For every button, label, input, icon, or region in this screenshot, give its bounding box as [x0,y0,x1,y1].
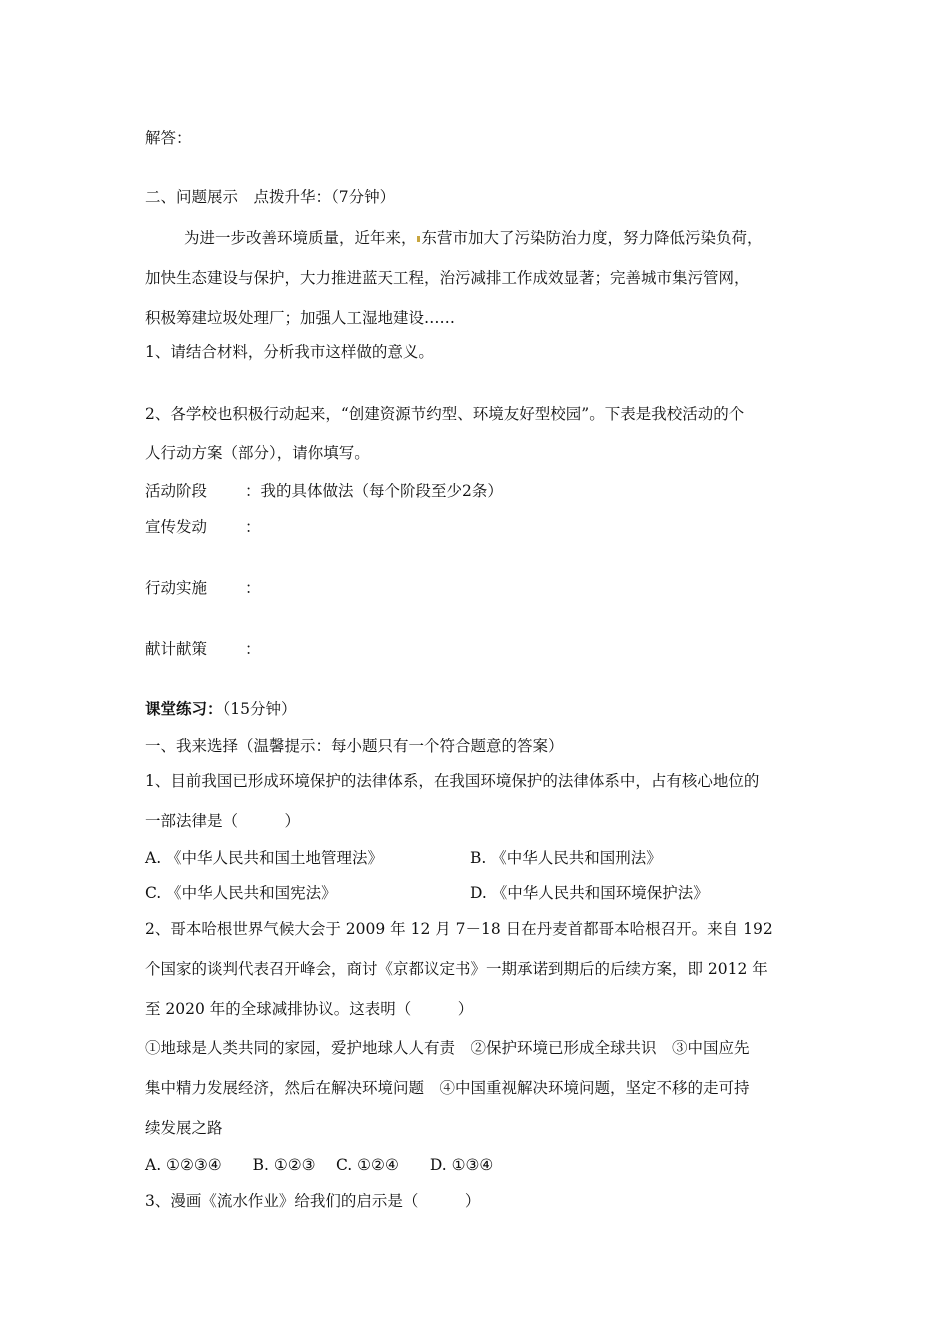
question-2-line2: 人行动方案（部分），请你填写。 [145,444,370,462]
material-paragraph-line2: 加快生态建设与保护，大力推进蓝天工程，治污减排工作成效显著；完善城市集污管网， [145,269,750,287]
mc-q2-line1: 2、哥本哈根世界气候大会于 2009 年 12 月 7－18 日在丹麦首都哥本哈根召开。来自 192 [145,920,773,938]
question-1: 1、请结合材料，分析我市这样做的意义。 [145,343,434,361]
mc-q2-statement-line3: 续发展之路 [145,1119,223,1137]
table-row-stage-1: 宣传发动 [145,518,208,536]
table-row-colon-2: ： [245,579,261,597]
mc-q3: 3、漫画《流水作业》给我们的启示是（ ） [145,1192,481,1210]
mc-q1-line1: 1、目前我国已形成环境保护的法律体系，在我国环境保护的法律体系中，占有核心地位的 [145,772,760,790]
mc-q1-option-d: D. 《中华人民共和国环境保护法》 [470,884,709,902]
mc-q2-options: A. ①②③④ B. ①②③ C. ①②④ D. ①③④ [145,1156,494,1174]
table-header-method: ：我的具体做法（每个阶段至少2条） [245,482,503,500]
question-2-line1: 2、各学校也积极行动起来，“创建资源节约型、环境友好型校园”。下表是我校活动的个 [145,405,745,423]
mc-q2-statement-line2: 集中精力发展经济，然后在解决环境问题 ④中国重视解决环境问题，坚定不移的走可持 [145,1079,750,1097]
dot-mark [417,236,420,242]
mc-q1-option-b: B. 《中华人民共和国刑法》 [470,849,662,867]
table-row-colon-3: ： [245,640,261,658]
material-text-1b: 东营市加大了污染防治力度，努力降低污染负荷， [421,229,763,247]
practice-title-time: （15分钟） [222,700,297,718]
material-paragraph-line1 [184,228,763,248]
table-row-colon-1: ： [245,518,261,536]
mc-q1-option-a: A. 《中华人民共和国土地管理法》 [145,849,384,867]
practice-title-bold: 课堂练习： [145,699,223,718]
mc-q1-option-c: C. 《中华人民共和国宪法》 [145,884,337,902]
practice-title [145,699,297,719]
part1-heading: 一、我来选择（温馨提示：每小题只有一个符合题意的答案） [145,737,564,755]
mc-q2-line2: 个国家的谈判代表召开峰会，商讨《京都议定书》一期承诺到期后的后续方案，即 2012 年 [145,960,768,978]
material-text-1a: 为进一步改善环境质量，近年来， [184,229,417,247]
table-header-stage: 活动阶段 [145,482,208,500]
mc-q1-line2: 一部法律是（ ） [145,812,301,830]
table-row-stage-2: 行动实施 [145,579,208,597]
section2-heading: 二、问题展示 点拨升华：（7分钟） [145,188,396,206]
answer-label: 解答： [145,129,192,147]
table-row-stage-3: 献计献策 [145,640,208,658]
mc-q2-line3: 至 2020 年的全球减排协议。这表明（ ） [145,1000,474,1018]
material-paragraph-line3: 积极筹建垃圾处理厂；加强人工湿地建设…… [145,309,456,327]
mc-q2-statement-line1: ①地球是人类共同的家园，爱护地球人人有责 ②保护环境已形成全球共识 ③中国应先 [145,1039,750,1057]
